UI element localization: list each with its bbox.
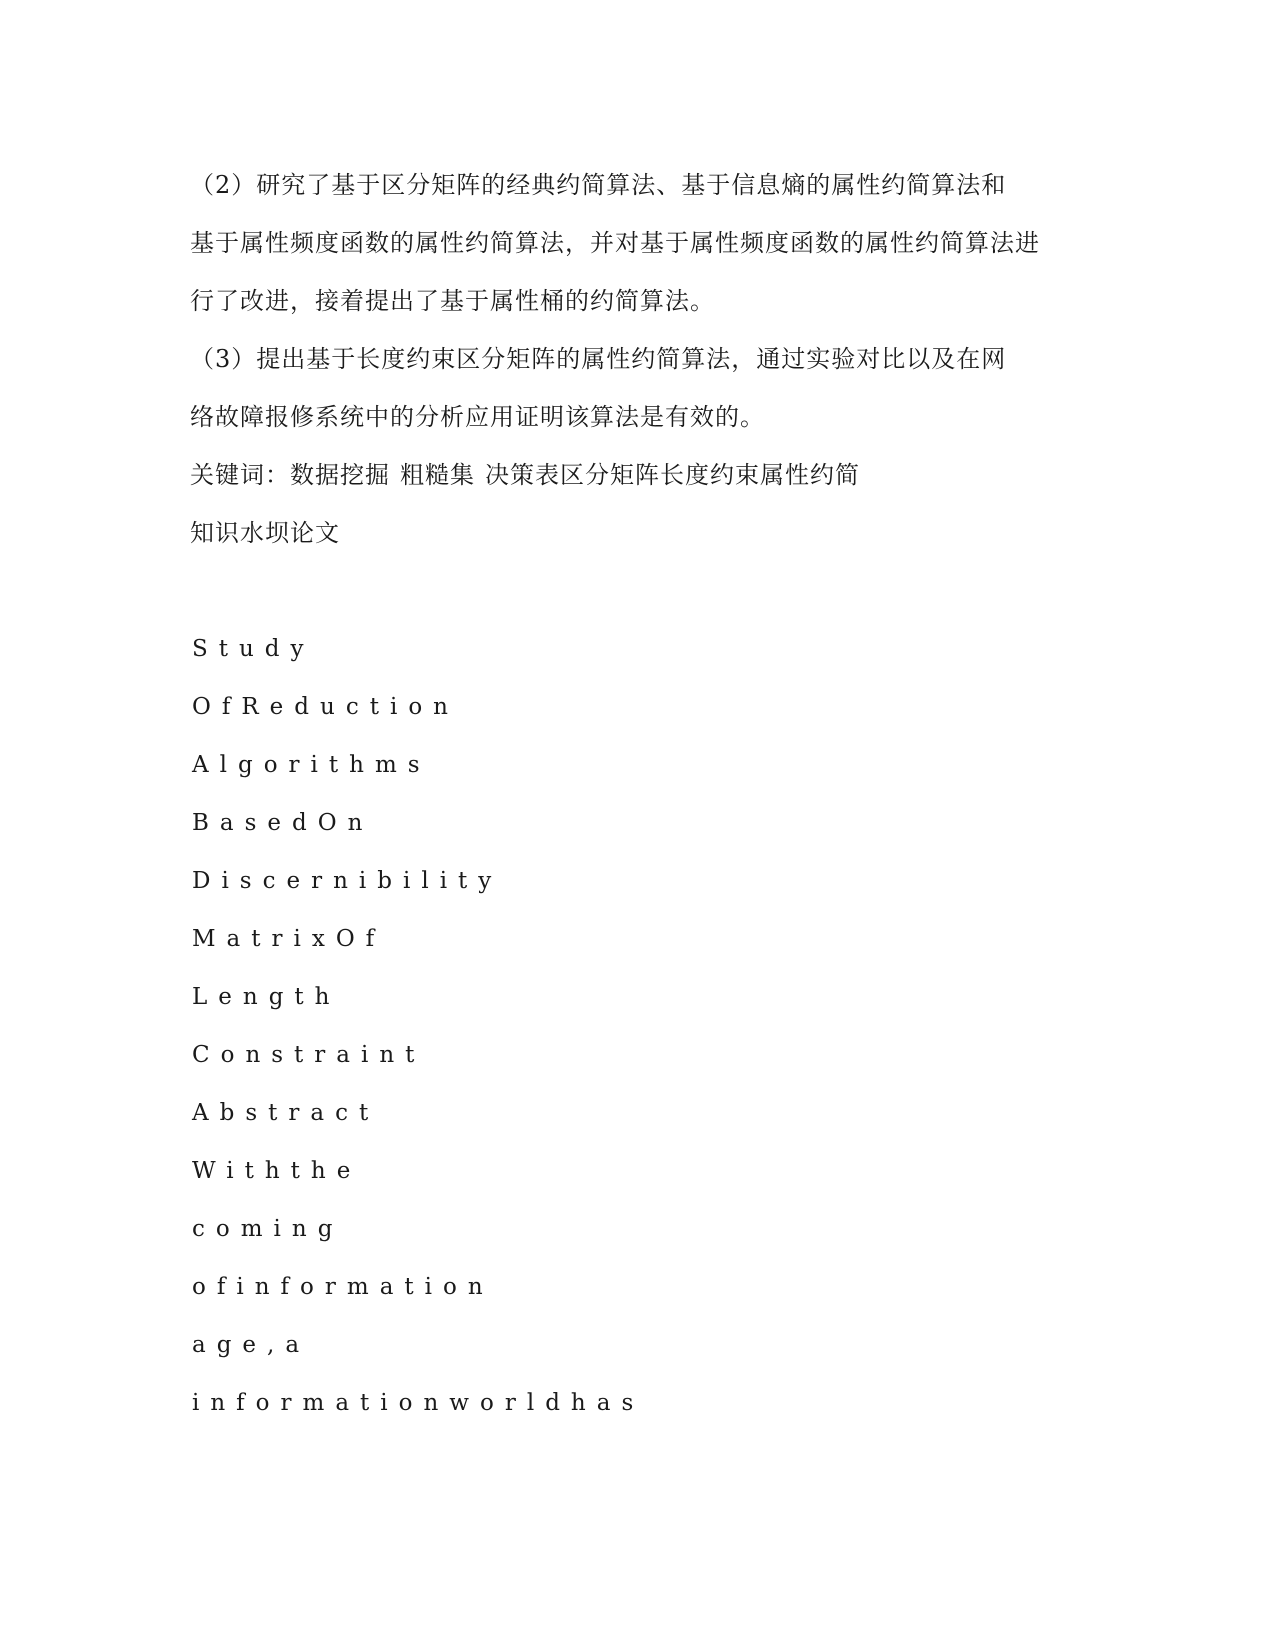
item-3-line-1: （3）提出基于长度约束区分矩阵的属性约简算法，通过实验对比以及在网	[190, 345, 1007, 373]
footer-note: 知识水坝论文	[190, 519, 340, 547]
english-title-line-4: BasedOn	[192, 810, 374, 836]
item-2-line-3: 行了改进，接着提出了基于属性桶的约简算法。	[190, 287, 715, 315]
abstract-heading: Abstract	[192, 1100, 380, 1126]
item-3-line-2: 络故障报修系统中的分析应用证明该算法是有效的。	[190, 403, 765, 431]
keywords-line	[190, 460, 860, 490]
english-title-line-3: Algorithms	[192, 752, 431, 778]
abstract-text-line-4: age,a	[192, 1332, 311, 1358]
keyword-1: 数据挖掘	[290, 461, 390, 489]
english-title-line-1: Study	[192, 636, 315, 662]
keywords-label: 关键词：	[190, 461, 290, 489]
english-title-line-6: MatrixOf	[192, 926, 386, 952]
english-title-line-2: OfReduction	[192, 694, 459, 720]
item-2-line-1: （2）研究了基于区分矩阵的经典约简算法、基于信息熵的属性约简算法和	[190, 171, 1007, 199]
item-2-line-2: 基于属性频度函数的属性约简算法，并对基于属性频度函数的属性约简算法进	[190, 229, 1040, 257]
abstract-text-line-1: Withthe	[192, 1158, 362, 1184]
keyword-3: 决策表区分矩阵长度约束属性约简	[485, 461, 860, 489]
abstract-text-line-2: coming	[192, 1216, 344, 1242]
keyword-2: 粗糙集	[400, 461, 475, 489]
english-title-line-5: Discernibility	[192, 868, 503, 894]
abstract-text-line-5: informationworldhas	[192, 1390, 645, 1416]
abstract-text-line-3: ofinformation	[192, 1274, 494, 1300]
english-title-line-7: Length	[192, 984, 341, 1010]
english-title-line-8: Constraint	[192, 1042, 426, 1068]
